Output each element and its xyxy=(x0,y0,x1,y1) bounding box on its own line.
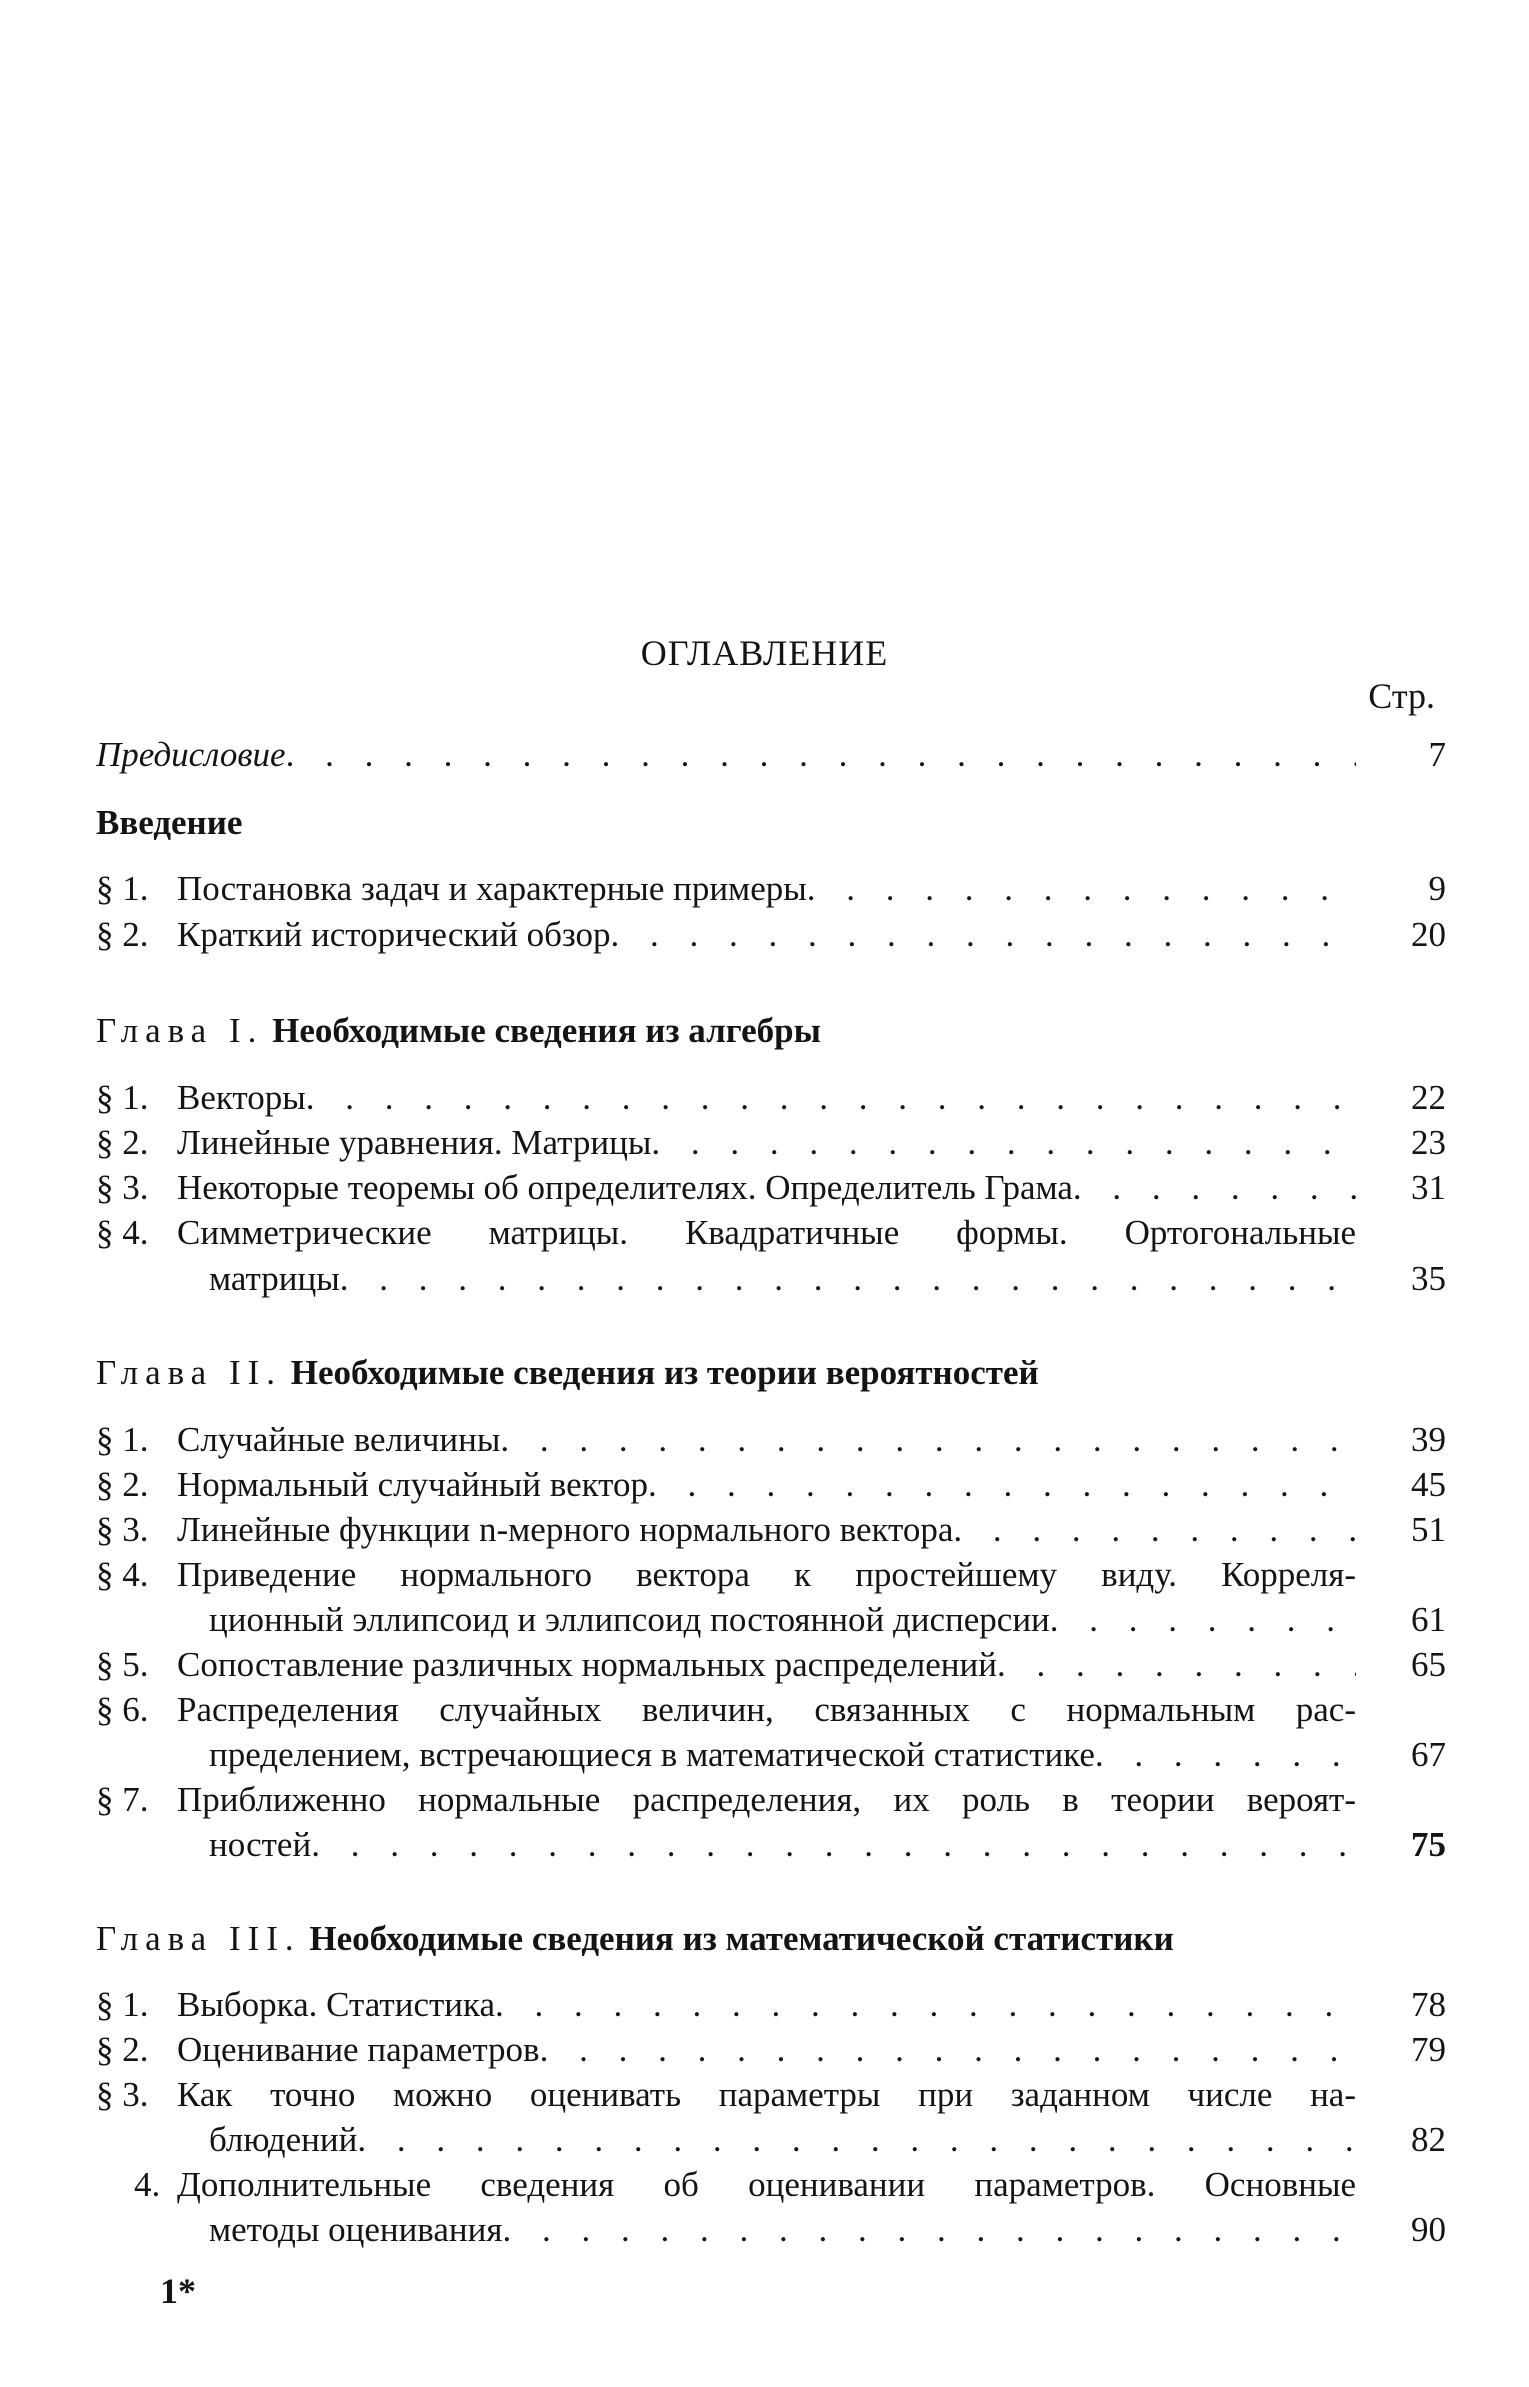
toc-entry-text: Дополнительные сведения об оценивании параметров. Основные xyxy=(177,2165,1356,2204)
toc-entry-text: Распределения случайных величин, связанных с нормальным рас- xyxy=(177,1690,1356,1729)
toc-entry[interactable] xyxy=(96,2162,1446,2208)
toc-entry-number: § 3. xyxy=(96,1510,149,1549)
toc-entry[interactable] xyxy=(96,1417,1446,1463)
toc-entry[interactable] xyxy=(96,1120,1446,1166)
toc-entry-page: 61 xyxy=(1411,1600,1446,1639)
toc-entry[interactable] xyxy=(96,1687,1446,1733)
toc-entry-text: Линейные уравнения. Матрицы xyxy=(177,1123,652,1162)
toc-entry-text: Как точно можно оценивать параметры при заданном числе на- xyxy=(177,2075,1356,2114)
toc-entry-text: Выборка. Статистика xyxy=(177,1985,496,2024)
toc-entry-page: 39 xyxy=(1411,1420,1446,1459)
toc-entry[interactable] xyxy=(96,1982,1446,2028)
toc-entry-page: 20 xyxy=(1411,915,1446,954)
chapter-heading xyxy=(96,1350,1039,1396)
toc-entry-text: блюдений xyxy=(209,2120,358,2159)
toc-entry-page: 31 xyxy=(1411,1168,1446,1207)
toc-entry[interactable] xyxy=(96,1165,1446,1211)
toc-entry-text: матрицы xyxy=(209,1259,340,1298)
toc-entry-number: § 7. xyxy=(96,1780,149,1819)
toc-entry-number: § 1. xyxy=(96,1420,149,1459)
toc-entry-text: ционный эллипсоид и эллипсоид постоянной дисперсии xyxy=(209,1600,1050,1639)
toc-entry-text: Оценивание параметров xyxy=(177,2030,540,2069)
toc-entry-page: 75 xyxy=(1411,1825,1446,1864)
toc-entry-continuation[interactable] xyxy=(96,1732,1446,1778)
toc-entry-number: § 4. xyxy=(96,1555,149,1594)
toc-entry-text: пределением, встречающиеся в математической статистике xyxy=(209,1735,1095,1774)
chapter-title: Необходимые сведения из алгебры xyxy=(272,1011,821,1050)
toc-entry-text: Симметрические матрицы. Квадратичные формы. Ортогональные xyxy=(177,1213,1356,1252)
toc-entry[interactable] xyxy=(96,1075,1446,1121)
page-column-label: Стр. xyxy=(1368,676,1435,716)
toc-entry-text: Постановка задач и характерные примеры xyxy=(177,869,807,908)
toc-entry[interactable] xyxy=(96,2027,1446,2073)
toc-entry-text: методы оценивания xyxy=(209,2210,503,2249)
toc-entry-text: Линейные функции n-мерного нормального вектора xyxy=(177,1510,954,1549)
page-title: ОГЛАВЛЕНИЕ xyxy=(640,633,889,673)
toc-entry-page: 7 xyxy=(1428,735,1446,774)
toc-entry-number: § 5. xyxy=(96,1645,149,1684)
toc-entry-page: 65 xyxy=(1411,1645,1446,1684)
toc-entry-continuation[interactable] xyxy=(96,1597,1446,1643)
toc-entry-continuation[interactable] xyxy=(96,1256,1446,1302)
toc-entry[interactable] xyxy=(96,1552,1446,1598)
toc-entry-page: 82 xyxy=(1411,2120,1446,2159)
toc-entry-page: 67 xyxy=(1411,1735,1446,1774)
toc-entry-text: Предисловие xyxy=(96,735,286,774)
toc-entry[interactable] xyxy=(96,1507,1446,1553)
toc-entry-text: Нормальный случайный вектор xyxy=(177,1465,648,1504)
toc-entry-continuation[interactable] xyxy=(96,2117,1446,2163)
intro-heading: Введение xyxy=(96,803,243,842)
toc-entry-page: 78 xyxy=(1411,1985,1446,2024)
toc-entry-text: Краткий исторический обзор xyxy=(177,915,611,954)
toc-entry-number: § 4. xyxy=(96,1213,149,1252)
toc-entry-text: Сопоставление различных нормальных распределений xyxy=(177,1645,997,1684)
toc-entry-number: § 1. xyxy=(96,869,149,908)
toc-entry-number: § 2. xyxy=(96,2030,149,2069)
toc-entry[interactable] xyxy=(96,2072,1446,2118)
toc-entry-preface[interactable] xyxy=(96,732,1446,778)
toc-entry-page: 23 xyxy=(1411,1123,1446,1162)
toc-entry-page: 79 xyxy=(1411,2030,1446,2069)
toc-entry-number: 4. xyxy=(134,2165,161,2204)
toc-entry-page: 35 xyxy=(1411,1259,1446,1298)
toc-entry-number: § 2. xyxy=(96,1123,149,1162)
toc-entry-page: 9 xyxy=(1428,869,1446,908)
toc-entry-page: 45 xyxy=(1411,1465,1446,1504)
toc-entry-text: Векторы xyxy=(177,1078,306,1117)
chapter-prefix: Глава I. xyxy=(96,1011,264,1050)
toc-entry-number: § 6. xyxy=(96,1690,149,1729)
toc-entry-continuation[interactable] xyxy=(96,2207,1446,2253)
chapter-prefix: Глава II. xyxy=(96,1353,283,1392)
toc-entry-number: § 2. xyxy=(96,1465,149,1504)
toc-entry-text: Случайные величины xyxy=(177,1420,501,1459)
toc-entry-continuation[interactable] xyxy=(96,1822,1446,1868)
toc-entry-page: 22 xyxy=(1411,1078,1446,1117)
toc-entry[interactable] xyxy=(96,1462,1446,1508)
signature-mark: 1* xyxy=(160,2271,196,2311)
toc-entry-text: Приближенно нормальные распределения, их роль в теории вероят- xyxy=(177,1780,1356,1819)
toc-entry[interactable] xyxy=(96,1642,1446,1688)
toc-entry-page: 51 xyxy=(1411,1510,1446,1549)
chapter-title: Необходимые сведения из теории вероятностей xyxy=(290,1353,1039,1392)
chapter-heading xyxy=(96,1916,1174,1962)
toc-entry-number: § 1. xyxy=(96,1078,149,1117)
chapter-heading xyxy=(96,1008,821,1054)
toc-entry[interactable] xyxy=(96,866,1446,912)
toc-entry-page: 90 xyxy=(1411,2210,1446,2249)
toc-entry-text: Некоторые теоремы об определителях. Определитель Грама xyxy=(177,1168,1073,1207)
toc-entry[interactable] xyxy=(96,1777,1446,1823)
chapter-title: Необходимые сведения из математической статистики xyxy=(309,1919,1174,1958)
toc-entry[interactable] xyxy=(96,912,1446,958)
toc-entry-text: ностей xyxy=(209,1825,312,1864)
toc-entry-text: Приведение нормального вектора к простейшему виду. Корреля- xyxy=(177,1555,1356,1594)
chapter-prefix: Глава III. xyxy=(96,1919,301,1958)
toc-entry-number: § 3. xyxy=(96,2075,149,2114)
toc-entry-number: § 1. xyxy=(96,1985,149,2024)
toc-entry[interactable] xyxy=(96,1210,1446,1256)
toc-entry-number: § 2. xyxy=(96,915,149,954)
toc-entry-number: § 3. xyxy=(96,1168,149,1207)
